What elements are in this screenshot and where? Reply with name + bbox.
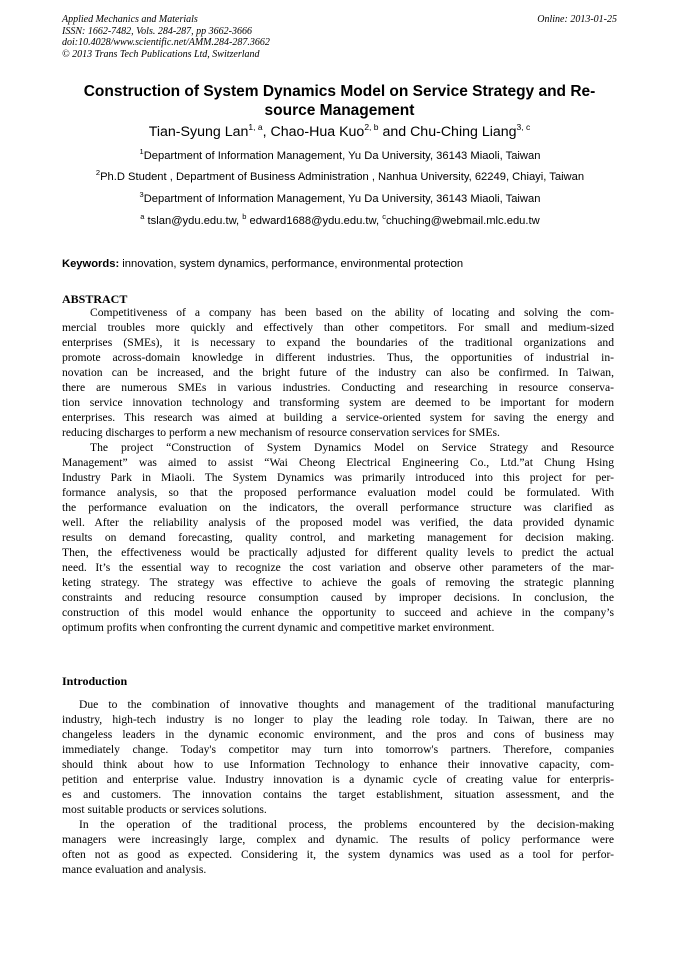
email-text: tslan@ydu.edu.tw,	[144, 215, 243, 227]
text-line: construction of this model would enhance the opportunity to succeed and achieve in the company’s	[62, 606, 614, 619]
text-line: promote across-domain knowledge in different industries. Thus, the opportunities of industrial in-	[62, 351, 614, 364]
email-text: chuching@webmail.mlc.edu.tw	[385, 215, 540, 227]
online-date: Online: 2013-01-25	[537, 14, 617, 25]
text-line: often not as good as expected. Considering it, the system dynamics was used as a tool for perfor-	[62, 848, 614, 861]
text-line: Due to the combination of innovative thoughts and management of the traditional manufacturing	[79, 698, 614, 711]
text-line: The project “Construction of System Dynamics Model on Service Strategy and Resource	[90, 441, 614, 454]
abstract-body	[62, 305, 614, 635]
author-name: Chao-Hua Kuo	[270, 124, 365, 140]
text-line: enterprises. This research was aimed at building a service-oriented system for saving the energy and	[62, 411, 614, 424]
email-superscript: a	[140, 212, 145, 221]
text-line: managers were increasingly large, complex and dynamic. The results of policy performance were	[62, 833, 614, 846]
text-line: industry, high-tech industry is no longer to play the leading role today. In Taiwan, there are no	[62, 713, 614, 726]
author-separator: and	[378, 124, 411, 140]
text-line: novation can be increased, and the bright future of the industry can also be confirmed. In Taiwan,	[62, 366, 614, 379]
author-name: Tian-Syung Lan	[148, 124, 249, 140]
text-line: should think about how to use Information Technology to enhance their innovative capacity, com-	[62, 758, 614, 771]
text-line: immediately change. Today's competitor may turn into tomorrow's partners. Therefore, companies	[62, 743, 614, 756]
affiliation-2	[40, 170, 640, 184]
introduction-body	[62, 697, 614, 877]
text-line: optimum profits when confronting the current dynamic and competitive market environment.	[62, 621, 495, 634]
text-line: mercial troubles more quickly and effectively than other competitors. For small and medium-sized	[62, 321, 614, 334]
keywords	[62, 257, 617, 271]
text-line: there are numerous SMEs in various industries. Conducting and researching in resource conserva-	[62, 381, 614, 394]
text-line: reducing discharges to perform a new mechanism of resource conservation services for SMEs.	[62, 426, 500, 439]
affiliation-text: Department of Information Management, Yu Da University, 36143 Miaoli, Taiwan	[143, 193, 541, 205]
affiliation-superscript: 2	[95, 168, 101, 177]
text-line: petition and enterprise value. Industry innovation is a dynamic cycle of creating value for enterpris-	[62, 773, 614, 786]
email-text: edward1688@ydu.edu.tw,	[246, 215, 383, 227]
author-name: Chu-Ching Liang	[410, 124, 517, 140]
text-line: most suitable products or services solutions.	[62, 803, 267, 816]
text-line: keting strategy. The strategy was effective to achieve the goals of removing the strategic planning	[62, 576, 614, 589]
text-line: es and customers. The innovation contains the target establishment, situation assessment, and the	[62, 788, 614, 801]
journal-name: Applied Mechanics and Materials	[62, 14, 198, 25]
text-line: Management” was aimed to assist “Wai Cheong Electrical Engineering Co., Ltd.”at Chung Hsing	[62, 456, 614, 469]
affiliation-3	[40, 192, 640, 206]
text-line: Industry Park in Miaoli. The System Dynamics was primarily introduced into this project for per-	[62, 471, 614, 484]
email-superscript: b	[242, 212, 247, 221]
paper-title	[62, 82, 617, 120]
keywords-label: Keywords:	[62, 258, 120, 270]
author-superscript: 1, a	[248, 122, 263, 132]
text-line: Competitiveness of a company has been based on the ability of locating and solving the com-	[90, 306, 614, 319]
text-line: the performance evaluation on the indicators, the overall performance structure was clarified as	[62, 501, 614, 514]
author-emails	[40, 214, 640, 228]
author-superscript: 2, b	[364, 122, 379, 132]
keywords-text: innovation, system dynamics, performance, environmental protection	[119, 258, 464, 270]
affiliation-text: Ph.D Student , Department of Business Administration , Nanhua University, 62249, Chiayi, Taiwan	[100, 171, 585, 183]
author-list	[62, 123, 617, 141]
text-line: mance evaluation and analysis.	[62, 863, 207, 876]
affiliation-1	[40, 149, 640, 163]
text-line: formance analysis, so that the proposed performance evaluation model could be formulated. With	[62, 486, 614, 499]
copyright-line: © 2013 Trans Tech Publications Ltd, Switzerland	[62, 48, 260, 60]
introduction-heading: Introduction	[62, 674, 128, 688]
affiliation-superscript: 1	[139, 147, 144, 156]
text-line: well. After the reliability analysis of the proposed model was verified, the data provided dynamic	[62, 516, 614, 529]
journal-header	[62, 14, 617, 60]
text-line: constraints and reducing resource consumption caused by improper decisions. In conclusion, the	[62, 591, 614, 604]
text-line: In the operation of the traditional process, the problems encountered by the decision-making	[79, 818, 614, 831]
text-line: enterprises (SMEs), it is necessary to expand the boundaries of the traditional organizations and	[62, 336, 614, 349]
doi-line: doi:10.4028/www.scientific.net/AMM.284-287.3662	[62, 37, 270, 48]
title-line-2: source Management	[264, 102, 415, 119]
text-line: tion service innovation technology and transforming system are deemed to be important for modern	[62, 396, 614, 409]
text-line: Then, the effectiveness would be practically adjusted for different quality levels to predict the actual	[62, 546, 614, 559]
author-separator: ,	[262, 124, 271, 140]
abstract-heading: ABSTRACT	[62, 292, 128, 306]
text-line: need. It’s the essential way to recognize the cost variation and observe other parameters of the mar-	[62, 561, 614, 574]
affiliation-text: Department of Information Management, Yu Da University, 36143 Miaoli, Taiwan	[143, 150, 541, 162]
affiliation-superscript: 3	[139, 190, 144, 199]
issn-line: ISSN: 1662-7482, Vols. 284-287, pp 3662-3666	[62, 25, 252, 37]
text-line: changeless leaders in the dynamic economic environment, and the pros and cons of business may	[62, 728, 614, 741]
author-superscript: 3, c	[516, 122, 531, 132]
title-line-1: Construction of System Dynamics Model on Service Strategy and Re-	[83, 83, 596, 100]
email-superscript: c	[382, 212, 386, 221]
text-line: results on demand forecasting, quality control, and marketing management for decision making.	[62, 531, 614, 544]
